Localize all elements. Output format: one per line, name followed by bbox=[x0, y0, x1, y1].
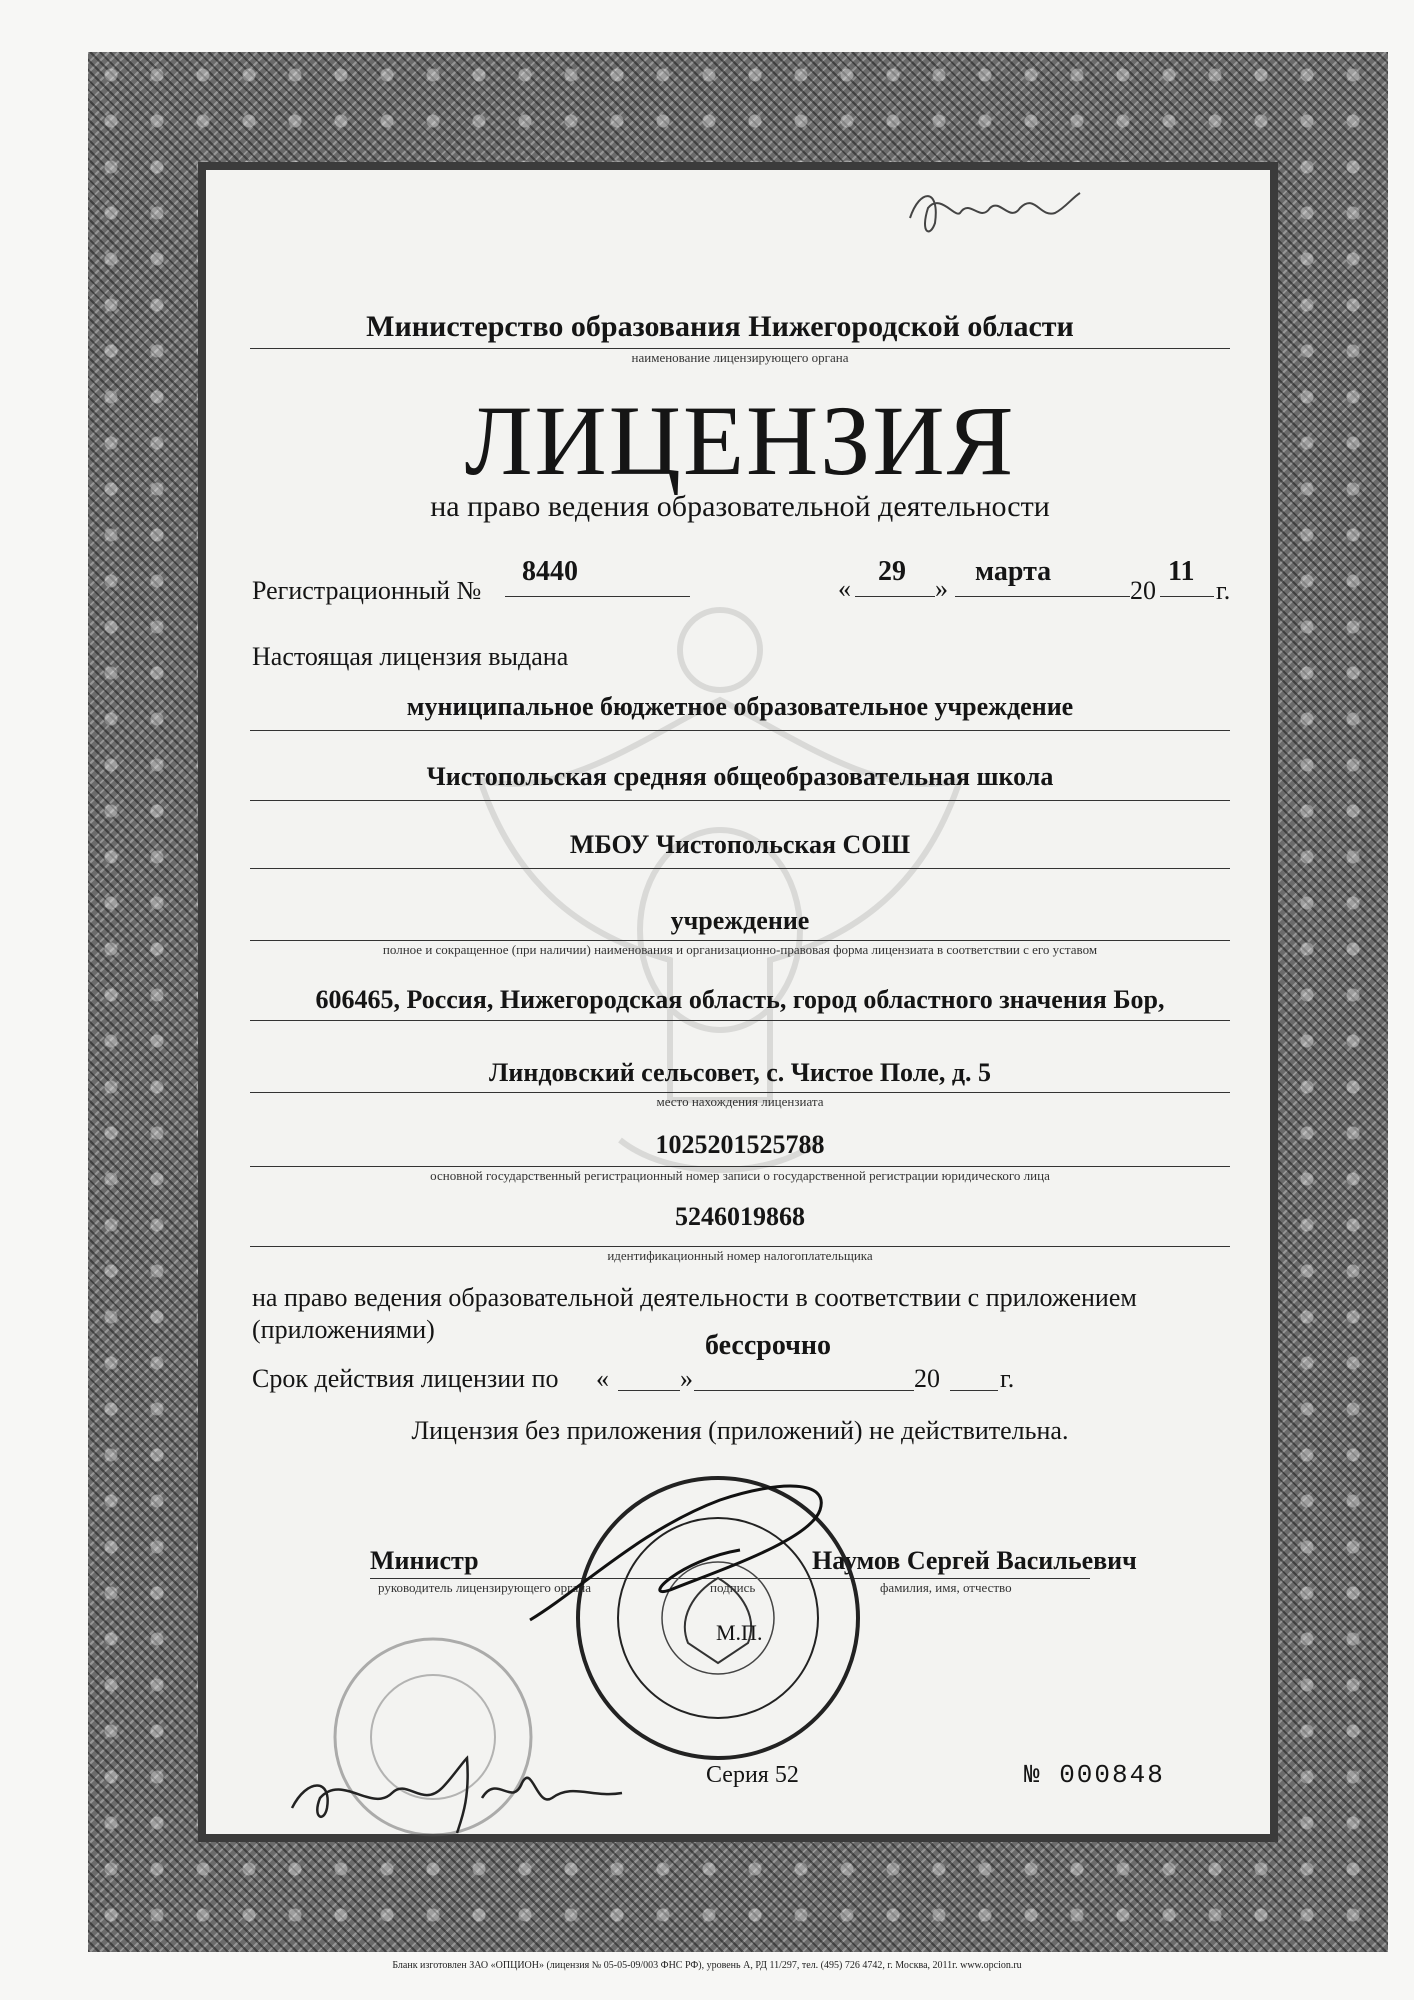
registration-day: 29 bbox=[878, 556, 906, 587]
licensing-body-name: Министерство образования Нижегородской области bbox=[366, 310, 1074, 343]
address-line-2: Линдовский сельсовет, с. Чистое Поле, д. 5 bbox=[489, 1058, 991, 1087]
signer-name-caption: фамилия, имя, отчество bbox=[880, 1580, 1012, 1595]
signer-name: Наумов Сергей Васильевич bbox=[812, 1546, 1137, 1575]
address-caption: место нахождения лицензиата bbox=[656, 1094, 824, 1109]
inn-caption: идентификационный номер налогоплательщика bbox=[607, 1248, 873, 1263]
validity-value: бессрочно bbox=[705, 1330, 832, 1361]
form-number: № 000848 bbox=[1024, 1760, 1165, 1790]
validity-year-prefix: 20 bbox=[914, 1364, 940, 1393]
handwritten-note bbox=[900, 178, 1090, 248]
validity-close-quote: » bbox=[680, 1364, 693, 1393]
signer-position: Министр bbox=[370, 1546, 479, 1575]
date-open-quote: « bbox=[838, 574, 851, 603]
right-statement: на право ведения образовательной деятельности в соответствии с приложением (приложениями) bbox=[252, 1283, 1137, 1344]
series-label: Серия 52 bbox=[706, 1762, 799, 1788]
signature-caption: подпись bbox=[710, 1580, 756, 1595]
ogrn-caption: основной государственный регистрационный номер записи о государственной регистрации юридического лица bbox=[430, 1168, 1050, 1183]
bottom-signature bbox=[282, 1738, 632, 1848]
issued-to-label: Настоящая лицензия выдана bbox=[252, 642, 569, 671]
registration-number: 8440 bbox=[522, 556, 578, 587]
registration-label: Регистрационный № bbox=[252, 576, 482, 605]
registration-year: 11 bbox=[1168, 556, 1195, 587]
licensee-line-2: Чистопольская средняя общеобразовательная школа bbox=[426, 762, 1054, 791]
validity-year-suffix: г. bbox=[1000, 1364, 1015, 1393]
registration-year-suffix: г. bbox=[1216, 576, 1231, 605]
printer-footer: Бланк изготовлен ЗАО «ОПЦИОН» (лицензия № 05-05-09/003 ФНС РФ), уровень А, РД 11/297, тел. (495) 726 4742, г. Москва, 2011г. www.opcion.ru bbox=[392, 1960, 1022, 1971]
licensee-line-3: МБОУ Чистопольская СОШ bbox=[569, 830, 911, 859]
date-close-quote: » bbox=[935, 574, 948, 603]
document-title: ЛИЦЕНЗИЯ bbox=[464, 385, 1016, 496]
licensee-name-caption: полное и сокращенное (при наличии) наименования и организационно-правовая форма лицензиата в соответствии с его уставом bbox=[382, 942, 1098, 957]
document-subtitle: на право ведения образовательной деятельности bbox=[430, 490, 1050, 523]
inn-value: 5246019868 bbox=[675, 1202, 805, 1231]
validity-notice: Лицензия без приложения (приложений) не действительна. bbox=[411, 1416, 1069, 1445]
licensee-line-1: муниципальное бюджетное образовательное учреждение bbox=[406, 692, 1074, 721]
seal-mark: М.П. bbox=[716, 1620, 763, 1645]
validity-open-quote: « bbox=[596, 1364, 609, 1393]
minister-signature bbox=[520, 1470, 850, 1650]
eagle-emblem-watermark bbox=[440, 580, 1000, 1220]
registration-month: марта bbox=[975, 556, 1052, 587]
registration-year-prefix: 20 bbox=[1130, 576, 1156, 605]
licensee-line-4: учреждение bbox=[670, 906, 810, 935]
ogrn-value: 1025201525788 bbox=[655, 1130, 825, 1159]
signer-position-caption: руководитель лицензирующего органа bbox=[378, 1580, 591, 1595]
address-line-1: 606465, Россия, Нижегородская область, город областного значения Бор, bbox=[315, 985, 1165, 1014]
validity-label: Срок действия лицензии по bbox=[252, 1364, 559, 1393]
licensing-body-caption: наименование лицензирующего органа bbox=[631, 350, 849, 365]
